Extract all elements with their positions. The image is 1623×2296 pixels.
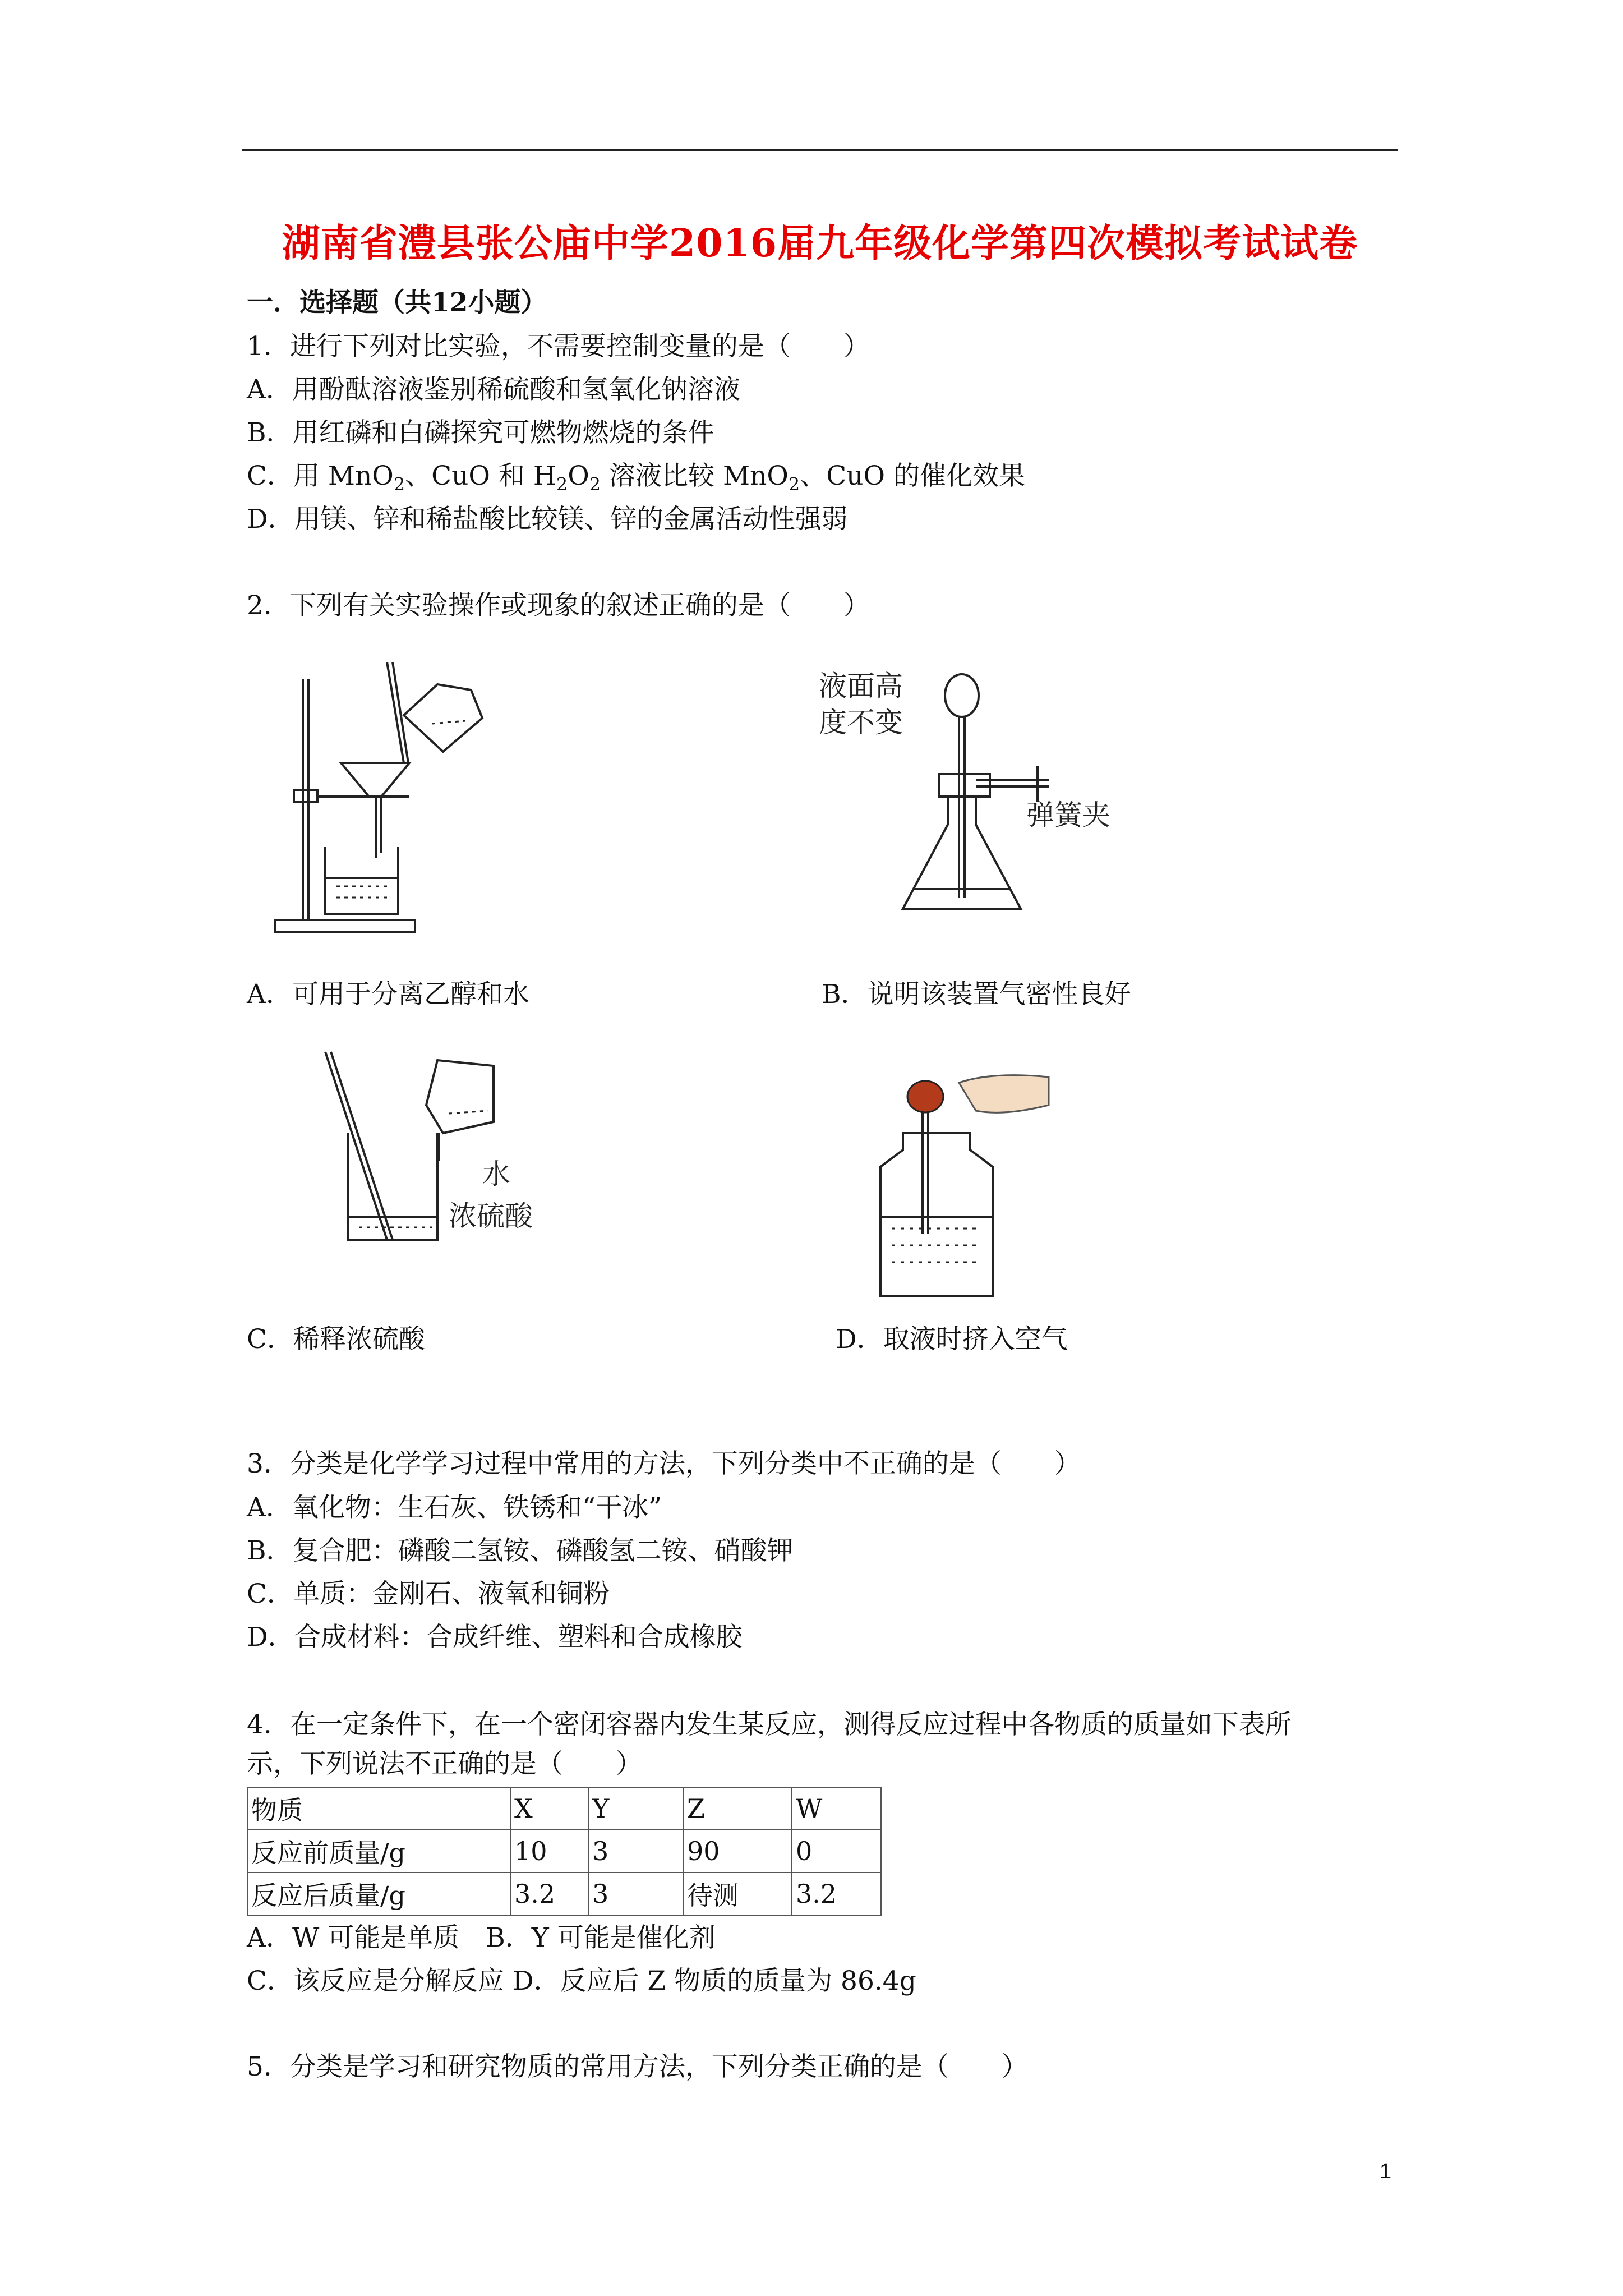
q4-stem-line1: 4．在一定条件下，在一个密闭容器内发生某反应，测得反应过程中各物质的质量如下表所 [247, 1709, 1292, 1740]
table-row [247, 1872, 881, 1915]
fig-b-label-liquid-level: 液面高 [819, 670, 903, 702]
q4-options-cd: C．该反应是分解反应 D．反应后 Z 物质的质量为 86.4g [247, 1966, 916, 1996]
q1-option-c: C．用 MnO$_2$、CuO 和 $H_2O_2$ 溶液比较 MnO$_2$、CuO 的催化效果 [247, 461, 1025, 495]
q2-option-c: C．稀释浓硫酸 [247, 1324, 425, 1355]
q3-option-c: C．单质：金刚石、液氧和铜粉 [247, 1579, 610, 1609]
airtightness-apparatus-figure [813, 662, 1127, 931]
page-number: 1 [1380, 2160, 1392, 2183]
q1-option-a: A．用酚酞溶液鉴别稀硫酸和氢氧化钠溶液 [247, 374, 740, 405]
q4-options-ab: A．W 可能是单质 B．Y 可能是催化剂 [247, 1922, 716, 1953]
table-cell: 10 [510, 1830, 588, 1872]
table-row [247, 1830, 881, 1872]
fig-b-label-spring-clip: 弹簧夹 [1026, 799, 1110, 831]
q4-mass-table [247, 1787, 882, 1916]
q3-stem: 3．分类是化学学习过程中常用的方法，下列分类中不正确的是（ ） [247, 1448, 1081, 1479]
q2-option-b: B．说明该装置气密性良好 [822, 979, 1131, 1010]
table-cell: 反应后质量/g [247, 1872, 510, 1915]
fig-b-label-unchanged: 度不变 [819, 706, 903, 739]
table-cell: 待测 [683, 1872, 792, 1915]
fig-c-label-acid: 浓硫酸 [449, 1200, 533, 1232]
dropper-figure [864, 1055, 1099, 1301]
table-cell: Z [683, 1787, 792, 1830]
q2-option-d: D．取液时挤入空气 [836, 1324, 1068, 1355]
table-cell: 3 [588, 1830, 683, 1872]
q3-option-b: B．复合肥：磷酸二氢铵、磷酸氢二铵、硝酸钾 [247, 1535, 794, 1566]
table-cell: 3 [588, 1872, 683, 1915]
dilution-figure [314, 1049, 561, 1251]
q2-stem: 2．下列有关实验操作或现象的叙述正确的是（ ） [247, 590, 870, 621]
table-cell: 物质 [247, 1787, 510, 1830]
q3-option-d: D．合成材料：合成纤维、塑料和合成橡胶 [247, 1622, 743, 1653]
rubber-bulb-icon [907, 1081, 943, 1112]
table-cell: 3.2 [792, 1872, 881, 1915]
q1-option-d: D．用镁、锌和稀盐酸比较镁、锌的金属活动性强弱 [247, 504, 848, 535]
q1-option-b: B．用红磷和白磷探究可燃物燃烧的条件 [247, 417, 714, 448]
table-cell: Y [588, 1787, 683, 1830]
table-cell: 90 [683, 1830, 792, 1872]
table-cell: X [510, 1787, 588, 1830]
q2-option-a: A．可用于分离乙醇和水 [247, 979, 529, 1010]
table-cell: 0 [792, 1830, 881, 1872]
q3-option-a: A．氧化物：生石灰、铁锈和“干冰” [247, 1492, 662, 1523]
table-cell: 3.2 [510, 1872, 588, 1915]
q1-stem: 1．进行下列对比实验，不需要控制变量的是（ ） [247, 331, 870, 362]
q4-stem-line2: 示，下列说法不正确的是（ ） [247, 1749, 642, 1779]
page-title: 湖南省澧县张公庙中学2016届九年级化学第四次模拟考试试卷 [282, 221, 1358, 266]
header-rule [242, 149, 1398, 151]
filtration-apparatus-figure [269, 662, 494, 937]
q5-stem: 5．分类是学习和研究物质的常用方法，下列分类正确的是（ ） [247, 2051, 1028, 2082]
fig-c-label-water: 水 [482, 1158, 510, 1190]
table-cell: 反应前质量/g [247, 1830, 510, 1872]
table-cell: W [792, 1787, 881, 1830]
section-heading: 一．选择题（共12小题） [247, 287, 547, 318]
table-row [247, 1787, 881, 1830]
